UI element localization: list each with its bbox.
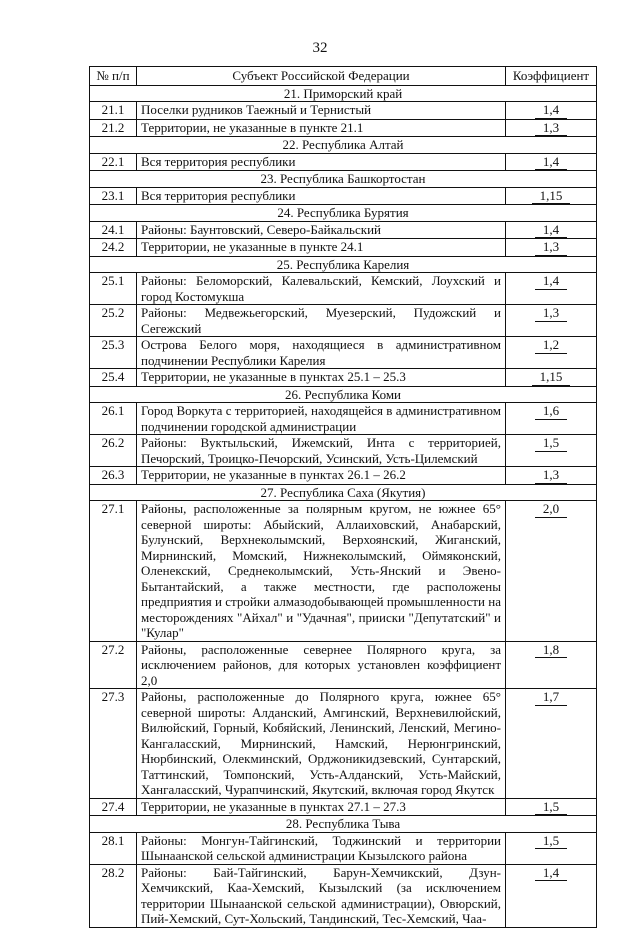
row-subject: Районы: Вуктыльский, Ижемский, Инта с территорией, Печорский, Троицко-Печорский, Усинский, Усть-Цилемский: [137, 435, 506, 467]
row-number: 26.3: [90, 467, 137, 485]
table-header-row: [90, 67, 597, 86]
row-number: 28.2: [90, 864, 137, 927]
row-number: 25.3: [90, 337, 137, 369]
table-row: [90, 102, 597, 120]
row-coefficient-cell: [506, 153, 597, 171]
row-subject: Территории, не указанные в пунктах 27.1 – 27.3: [137, 798, 506, 816]
section-title: 22. Республика Алтай: [90, 137, 597, 154]
section-title: 21. Приморский край: [90, 85, 597, 102]
row-subject: Территории, не указанные в пунктах 25.1 – 25.3: [137, 369, 506, 387]
row-number: 27.4: [90, 798, 137, 816]
row-coefficient-cell: [506, 239, 597, 257]
table-section-row: [90, 386, 597, 403]
row-coefficient-cell: [506, 305, 597, 337]
table-section-row: [90, 137, 597, 154]
table-row: [90, 689, 597, 799]
table-row: [90, 832, 597, 864]
table-row: [90, 467, 597, 485]
row-coefficient: 1,4: [535, 273, 567, 290]
row-coefficient-cell: [506, 435, 597, 467]
row-coefficient: 1,5: [535, 435, 567, 452]
row-coefficient-cell: [506, 501, 597, 642]
row-number: 26.1: [90, 403, 137, 435]
row-number: 25.4: [90, 369, 137, 387]
row-subject: Районы: Медвежьегорский, Муезерский, Пудожский и Сегежский: [137, 305, 506, 337]
table-row: [90, 221, 597, 239]
table-row: [90, 239, 597, 257]
page-number: 32: [312, 40, 328, 56]
row-subject: Районы: Монгун-Тайгинский, Тоджинский и территории Шынаанской сельской администрации Кызылского района: [137, 832, 506, 864]
row-coefficient-cell: [506, 369, 597, 387]
table-row: [90, 641, 597, 689]
row-number: 21.2: [90, 119, 137, 137]
header-coefficient: Коэффициент: [506, 67, 597, 86]
row-subject: Поселки рудников Таежный и Тернистый: [137, 102, 506, 120]
row-subject: Районы, расположенные до Полярного круга, южнее 65° северной широты: Алданский, Амгинский, Верхневилюйский, Вилюйский, Горный, Кобяйский, Ленинский, Ленский, Мегино-Кангаласский, Мирнинский, Намский, Нерюнгринский, Нюрбинский, Олекминский, Орджоникидзевский, Сунтарский, Таттинский, Томпонский, Усть-Алданский, Усть-Майский, Хангаласский, Чурапчинский, Якутский, включая город Якутск: [137, 689, 506, 799]
table-body: [90, 85, 597, 927]
section-title: 28. Республика Тыва: [90, 816, 597, 833]
row-subject: Районы, расположенные севернее Полярного круга, за исключением районов, для которых установлен коэффициент 2,0: [137, 641, 506, 689]
section-title: 26. Республика Коми: [90, 386, 597, 403]
row-coefficient-cell: [506, 689, 597, 799]
row-coefficient: 1,15: [532, 188, 571, 205]
row-coefficient-cell: [506, 221, 597, 239]
row-coefficient: 1,5: [535, 799, 567, 816]
row-number: 24.2: [90, 239, 137, 257]
row-number: 21.1: [90, 102, 137, 120]
table-section-row: [90, 171, 597, 188]
section-title: 24. Республика Бурятия: [90, 205, 597, 222]
table-row: [90, 403, 597, 435]
row-number: 27.1: [90, 501, 137, 642]
table-row: [90, 305, 597, 337]
row-coefficient: 1,4: [535, 154, 567, 171]
row-subject: Территории, не указанные в пунктах 26.1 – 26.2: [137, 467, 506, 485]
table-section-row: [90, 816, 597, 833]
row-subject: Районы: Бай-Тайгинский, Барун-Хемчикский, Дзун-Хемчикский, Каа-Хемский, Кызылский (за исключением территории Шынаанской сельской администрации), Овюрский, Пий-Хемский, Сут-Хольский, Тандинский, Тес-Хемский, Чаа-: [137, 864, 506, 927]
row-subject: Территории, не указанные в пункте 21.1: [137, 119, 506, 137]
row-number: 27.2: [90, 641, 137, 689]
row-coefficient-cell: [506, 798, 597, 816]
header-subject: Субъект Российской Федерации: [137, 67, 506, 86]
row-coefficient: 1,15: [532, 369, 571, 386]
table-row: [90, 501, 597, 642]
table-row: [90, 337, 597, 369]
section-title: 27. Республика Саха (Якутия): [90, 484, 597, 501]
row-coefficient: 1,4: [535, 222, 567, 239]
table-row: [90, 153, 597, 171]
row-coefficient: 1,2: [535, 337, 567, 354]
table-section-row: [90, 256, 597, 273]
row-coefficient: 1,3: [535, 467, 567, 484]
row-number: 23.1: [90, 187, 137, 205]
row-subject: Вся территория республики: [137, 187, 506, 205]
row-coefficient: 1,6: [535, 403, 567, 420]
table-row: [90, 435, 597, 467]
row-coefficient-cell: [506, 187, 597, 205]
row-number: 27.3: [90, 689, 137, 799]
row-coefficient-cell: [506, 403, 597, 435]
row-coefficient: 1,5: [535, 833, 567, 850]
row-coefficient: 1,3: [535, 120, 567, 137]
header-num: № п/п: [90, 67, 137, 86]
row-subject: Город Воркута с территорией, находящейся в административном подчинении городской администрации: [137, 403, 506, 435]
row-coefficient-cell: [506, 864, 597, 927]
row-coefficient: 1,3: [535, 239, 567, 256]
row-coefficient: 1,7: [535, 689, 567, 706]
row-number: 26.2: [90, 435, 137, 467]
section-title: 23. Республика Башкортостан: [90, 171, 597, 188]
row-subject: Территории, не указанные в пункте 24.1: [137, 239, 506, 257]
row-coefficient: 1,3: [535, 305, 567, 322]
row-subject: Районы: Баунтовский, Северо-Байкальский: [137, 221, 506, 239]
row-coefficient-cell: [506, 102, 597, 120]
row-number: 28.1: [90, 832, 137, 864]
table-section-row: [90, 205, 597, 222]
table-row: [90, 864, 597, 927]
table-section-row: [90, 484, 597, 501]
row-coefficient-cell: [506, 337, 597, 369]
table-row: [90, 119, 597, 137]
coefficient-table: [89, 66, 597, 928]
row-coefficient-cell: [506, 641, 597, 689]
row-subject: Районы: Беломорский, Калевальский, Кемский, Лоухский и город Костомукша: [137, 273, 506, 305]
table-row: [90, 273, 597, 305]
table-section-row: [90, 85, 597, 102]
row-coefficient-cell: [506, 467, 597, 485]
row-number: 22.1: [90, 153, 137, 171]
row-number: 24.1: [90, 221, 137, 239]
row-coefficient-cell: [506, 119, 597, 137]
row-number: 25.2: [90, 305, 137, 337]
row-coefficient: 1,8: [535, 642, 567, 659]
row-coefficient-cell: [506, 832, 597, 864]
row-coefficient-cell: [506, 273, 597, 305]
table-row: [90, 369, 597, 387]
section-title: 25. Республика Карелия: [90, 256, 597, 273]
row-coefficient: 1,4: [535, 865, 567, 882]
row-subject: Вся территория республики: [137, 153, 506, 171]
table-row: [90, 187, 597, 205]
row-subject: Острова Белого моря, находящиеся в административном подчинении Республики Карелия: [137, 337, 506, 369]
row-subject: Районы, расположенные за полярным кругом, не южнее 65° северной широты: Абыйский, Аллаиховский, Анабарский, Булунский, Верхнеколымский, Верхоянский, Жиганский, Мирнинский, Момский, Нижнеколымский, Оймяконский, Оленекский, Среднеколымский, Усть-Янский и Эвено-Бытантайский, а также местности, где расположены предприятия и стройки алмазодобывающей промышленности на месторождениях "Айхал" и "Удачная", прииски "Депутатский" и "Кулар": [137, 501, 506, 642]
table-row: [90, 798, 597, 816]
row-coefficient: 1,4: [535, 102, 567, 119]
row-number: 25.1: [90, 273, 137, 305]
row-coefficient: 2,0: [535, 501, 567, 518]
